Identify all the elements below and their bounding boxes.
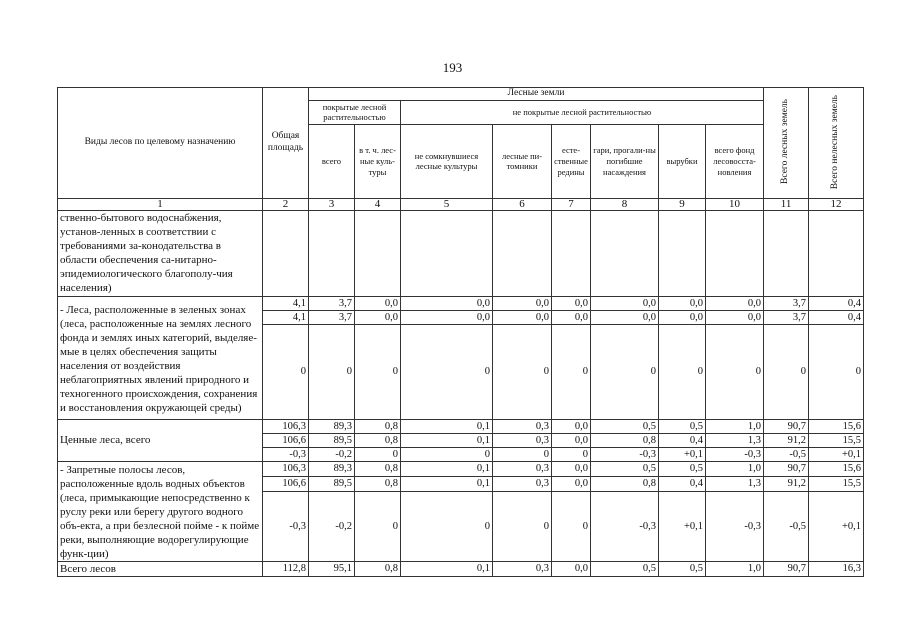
colnum: 4 xyxy=(355,198,401,210)
cell: 15,6 xyxy=(809,461,864,476)
cell: 0,0 xyxy=(401,296,493,310)
cell: 0 xyxy=(355,447,401,461)
cell: 0,8 xyxy=(355,419,401,433)
row-green-zones-label: - Леса, расположенные в зеленых зонах (леса, расположенные на землях лесного фонда и землях иных категорий, выделяе-мые в целях обеспечения защиты населения от воздействия неблагоприятных явлений природного и техногенного происхождения, сохранения и восстановления окружающей среды) xyxy=(58,296,263,419)
cell: 91,2 xyxy=(764,433,809,447)
cell: 106,3 xyxy=(263,461,309,476)
header-c9: вырубки xyxy=(659,124,706,198)
cell: 0,0 xyxy=(552,561,591,576)
cell: 1,3 xyxy=(706,476,764,491)
header-col-12 xyxy=(809,88,864,199)
cell: 0 xyxy=(263,324,309,419)
cell: 0,3 xyxy=(493,561,552,576)
column-numbers-row xyxy=(58,198,864,210)
cell: 0,8 xyxy=(591,476,659,491)
cell: 0,5 xyxy=(591,461,659,476)
cell: +0,1 xyxy=(809,491,864,561)
cell: 0,0 xyxy=(552,476,591,491)
cell: 0,5 xyxy=(659,561,706,576)
header-not-covered-group: не покрытые лесной растительностью xyxy=(401,100,764,124)
header-c10: всего фонд лесовосста-новления xyxy=(706,124,764,198)
cell: 0 xyxy=(591,324,659,419)
cell: +0,1 xyxy=(809,447,864,461)
cell: 0 xyxy=(764,324,809,419)
cell: 0,0 xyxy=(552,310,591,324)
cell: 0,1 xyxy=(401,433,493,447)
cell: -0,3 xyxy=(706,447,764,461)
cell: -0,2 xyxy=(309,447,355,461)
cell: +0,1 xyxy=(659,491,706,561)
row-continuation-label: ственно-бытового водоснабжения, установ-ленных в соответствии с требованиями за-конодательства в области обеспечения са-нитарно-эпидемиологического благополу-чия населения) xyxy=(58,210,263,296)
cell: 89,5 xyxy=(309,476,355,491)
header-c3: всего xyxy=(309,124,355,198)
cell: 15,5 xyxy=(809,433,864,447)
cell: 15,5 xyxy=(809,476,864,491)
cell: 0,4 xyxy=(659,433,706,447)
forest-table xyxy=(57,87,864,577)
cell: 91,2 xyxy=(764,476,809,491)
cell: 0,5 xyxy=(659,461,706,476)
colnum: 1 xyxy=(58,198,263,210)
cell: 0,4 xyxy=(809,310,864,324)
cell: -0,3 xyxy=(706,491,764,561)
cell: -0,5 xyxy=(764,491,809,561)
table-row xyxy=(58,461,864,476)
colnum: 7 xyxy=(552,198,591,210)
cell: 0,0 xyxy=(493,296,552,310)
cell: 0,0 xyxy=(659,310,706,324)
cell: 3,7 xyxy=(309,296,355,310)
cell: 3,7 xyxy=(764,310,809,324)
cell: 0,5 xyxy=(591,419,659,433)
cell: 0,0 xyxy=(706,310,764,324)
cell: 90,7 xyxy=(764,419,809,433)
cell: 90,7 xyxy=(764,561,809,576)
cell: 0 xyxy=(552,447,591,461)
cell: 3,7 xyxy=(309,310,355,324)
cell: 1,0 xyxy=(706,561,764,576)
cell: 0,1 xyxy=(401,561,493,576)
cell: 0,3 xyxy=(493,433,552,447)
cell: 0,1 xyxy=(401,476,493,491)
cell: 0 xyxy=(309,324,355,419)
table-row xyxy=(58,296,864,310)
cell: 0,0 xyxy=(552,419,591,433)
cell: 1,0 xyxy=(706,461,764,476)
cell: 0,3 xyxy=(493,476,552,491)
cell: 0,0 xyxy=(552,296,591,310)
cell: 0,0 xyxy=(552,461,591,476)
cell: 0,8 xyxy=(591,433,659,447)
cell: 89,5 xyxy=(309,433,355,447)
cell: 0,1 xyxy=(401,419,493,433)
cell: 16,3 xyxy=(809,561,864,576)
header-covered-group: покрытые лесной растительностью xyxy=(309,100,401,124)
cell: 0 xyxy=(401,447,493,461)
table-row xyxy=(58,210,864,296)
cell: 0 xyxy=(401,324,493,419)
cell: 0,5 xyxy=(659,419,706,433)
cell: 0 xyxy=(493,324,552,419)
cell: 0,5 xyxy=(591,561,659,576)
colnum: 3 xyxy=(309,198,355,210)
cell: 0 xyxy=(355,491,401,561)
row-prohibited-label: - Запретные полосы лесов, расположенные вдоль водных объектов (леса, примыкающие непосредственно к руслу реки или берегу другого водного объ-екта, а при безлесной пойме - к пойме реки, выполняющие водорегулирующие функ-ции) xyxy=(58,461,263,561)
cell: 0,8 xyxy=(355,461,401,476)
colnum: 12 xyxy=(809,198,864,210)
colnum: 6 xyxy=(493,198,552,210)
header-total-area: Общая площадь xyxy=(263,88,309,199)
cell: -0,3 xyxy=(263,491,309,561)
header-total-forest-lands: Всего лесных земель xyxy=(780,99,791,185)
cell: 0,1 xyxy=(401,461,493,476)
cell: 0 xyxy=(552,324,591,419)
cell: 0,0 xyxy=(355,296,401,310)
table-row-total xyxy=(58,561,864,576)
header-col-11 xyxy=(764,88,809,199)
cell: 0 xyxy=(706,324,764,419)
cell: 0,3 xyxy=(493,461,552,476)
cell: 0,8 xyxy=(355,476,401,491)
cell: 0,8 xyxy=(355,561,401,576)
cell: 112,8 xyxy=(263,561,309,576)
cell: 0,0 xyxy=(591,296,659,310)
cell: 0 xyxy=(493,491,552,561)
row-total-label: Всего лесов xyxy=(58,561,263,576)
cell: 95,1 xyxy=(309,561,355,576)
cell: 0,0 xyxy=(401,310,493,324)
cell: 0 xyxy=(659,324,706,419)
header-c4: в т. ч. лес-ные куль-туры xyxy=(355,124,401,198)
cell: 106,6 xyxy=(263,433,309,447)
table-row xyxy=(58,419,864,433)
cell: -0,2 xyxy=(309,491,355,561)
cell: -0,5 xyxy=(764,447,809,461)
colnum: 2 xyxy=(263,198,309,210)
cell: 0 xyxy=(355,324,401,419)
cell: 0,0 xyxy=(706,296,764,310)
row-valuable-label: Ценные леса, всего xyxy=(58,419,263,461)
colnum: 9 xyxy=(659,198,706,210)
cell: 89,3 xyxy=(309,461,355,476)
cell: 0 xyxy=(401,491,493,561)
cell: 0,4 xyxy=(809,296,864,310)
cell: 0 xyxy=(552,491,591,561)
cell: -0,3 xyxy=(591,447,659,461)
header-c7: есте-ственные редины xyxy=(552,124,591,198)
cell: 3,7 xyxy=(764,296,809,310)
cell: 1,0 xyxy=(706,419,764,433)
cell: -0,3 xyxy=(591,491,659,561)
header-total-nonforest-lands: Всего нелесных земель xyxy=(830,94,841,189)
header-c5: не сомкнувшиеся лесные культуры xyxy=(401,124,493,198)
cell: 0,0 xyxy=(591,310,659,324)
header-c6: лесные пи-томники xyxy=(493,124,552,198)
colnum: 5 xyxy=(401,198,493,210)
cell: 4,1 xyxy=(263,296,309,310)
cell: 89,3 xyxy=(309,419,355,433)
page-number: 193 xyxy=(442,60,463,75)
cell: 0,8 xyxy=(355,433,401,447)
cell: 0,3 xyxy=(493,419,552,433)
cell: 106,6 xyxy=(263,476,309,491)
cell: 90,7 xyxy=(764,461,809,476)
cell: 4,1 xyxy=(263,310,309,324)
cell: 0,0 xyxy=(659,296,706,310)
cell: 106,3 xyxy=(263,419,309,433)
header-c8: гари, прогали-ны погибшие насаждения xyxy=(591,124,659,198)
cell: 0,0 xyxy=(493,310,552,324)
cell: 1,3 xyxy=(706,433,764,447)
colnum: 8 xyxy=(591,198,659,210)
cell: 0,4 xyxy=(659,476,706,491)
cell: 0,0 xyxy=(552,433,591,447)
header-forest-lands: Лесные земли xyxy=(309,88,764,101)
header-forest-types: Виды лесов по целевому назначению xyxy=(58,88,263,199)
cell: 0 xyxy=(809,324,864,419)
cell: 15,6 xyxy=(809,419,864,433)
cell: -0,3 xyxy=(263,447,309,461)
cell: 0 xyxy=(493,447,552,461)
cell: +0,1 xyxy=(659,447,706,461)
colnum: 10 xyxy=(706,198,764,210)
colnum: 11 xyxy=(764,198,809,210)
cell: 0,0 xyxy=(355,310,401,324)
